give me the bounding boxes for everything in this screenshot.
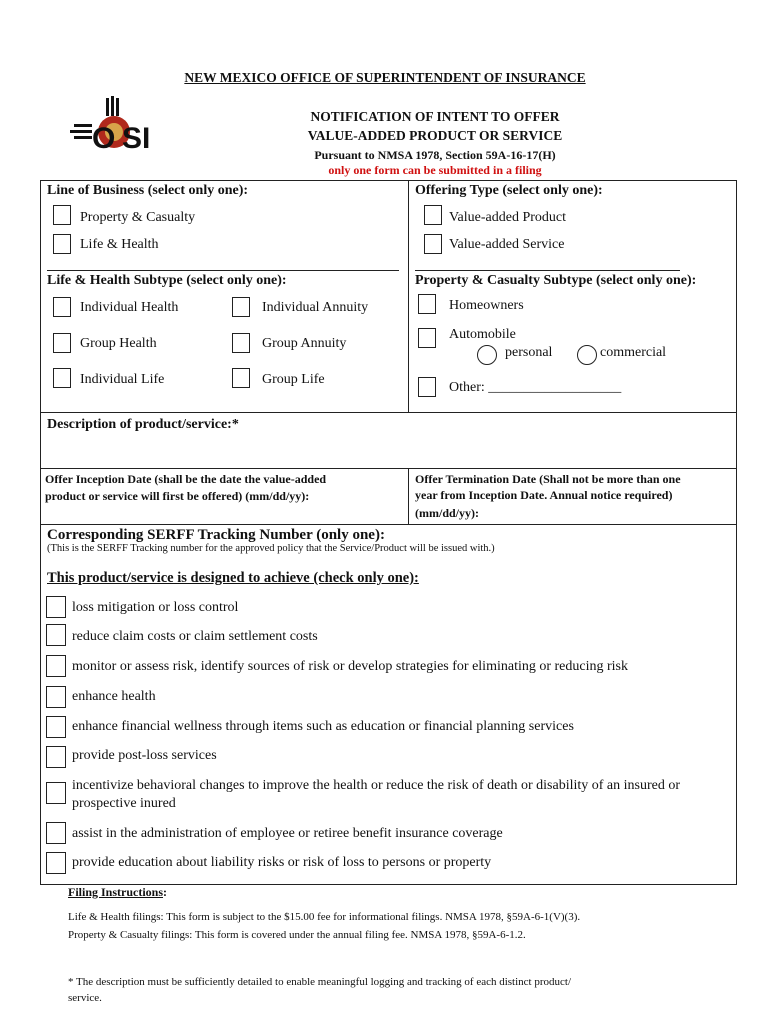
checkbox-purpose-2[interactable] bbox=[46, 624, 66, 646]
form-title-line2: VALUE-ADDED PRODUCT OR SERVICE bbox=[307, 128, 563, 143]
filing-instructions-label: Filing Instructions bbox=[68, 885, 164, 899]
divider bbox=[40, 524, 737, 525]
option-personal: personal bbox=[505, 345, 553, 360]
option-homeowners: Homeowners bbox=[449, 298, 524, 313]
checkbox-group-annuity[interactable] bbox=[232, 333, 250, 353]
option-automobile: Automobile bbox=[449, 327, 516, 342]
option-value-added-service: Value-added Service bbox=[449, 237, 565, 252]
inception-date-label-2: product or service will first be offered) (mm/dd/yy): bbox=[45, 489, 310, 503]
radio-personal[interactable] bbox=[477, 345, 497, 365]
checkbox-purpose-5[interactable] bbox=[46, 716, 66, 738]
svg-text:O: O bbox=[92, 122, 116, 155]
serff-label: Corresponding SERFF Tracking Number (only one): bbox=[47, 527, 385, 543]
option-life-health: Life & Health bbox=[80, 237, 159, 252]
purpose-option-3: monitor or assess risk, identify sources of risk or develop strategies for eliminating or reducing risk bbox=[72, 659, 628, 674]
option-individual-health: Individual Health bbox=[80, 300, 179, 315]
statute-ref: Pursuant to NMSA 1978, Section 59A-16-17(H) bbox=[314, 148, 556, 162]
checkbox-property-casualty[interactable] bbox=[53, 205, 71, 225]
offering-type-label: Offering Type (select only one): bbox=[415, 183, 603, 198]
purpose-option-7: incentivize behavioral changes to improve the health or reduce the risk of death or disability of an insured or bbox=[72, 778, 681, 793]
instructions-pc: Property & Casualty filings: This form is covered under the annual filing fee. NMSA 1978, §59A-6-1.2. bbox=[68, 929, 526, 941]
svg-text:SI: SI bbox=[122, 122, 151, 155]
option-group-annuity: Group Annuity bbox=[262, 336, 347, 351]
checkbox-individual-health[interactable] bbox=[53, 297, 71, 317]
termination-date-label-3: (mm/dd/yy): bbox=[415, 506, 479, 520]
inception-date-label-1: Offer Inception Date (shall be the date the value-added bbox=[45, 472, 327, 486]
checkbox-value-added-service[interactable] bbox=[424, 234, 442, 254]
osi-logo bbox=[70, 96, 162, 160]
filing-instructions-colon: : bbox=[163, 885, 168, 899]
divider bbox=[40, 468, 737, 469]
checkbox-automobile[interactable] bbox=[418, 328, 436, 348]
termination-date-label-2: year from Inception Date. Annual notice required) bbox=[415, 488, 673, 502]
option-group-life: Group Life bbox=[262, 372, 325, 387]
checkbox-value-added-product[interactable] bbox=[424, 205, 442, 225]
divider bbox=[415, 270, 680, 271]
checkbox-purpose-9[interactable] bbox=[46, 852, 66, 874]
purpose-option-1: loss mitigation or loss control bbox=[72, 600, 239, 615]
purpose-option-5: enhance financial wellness through items such as education or financial planning services bbox=[72, 719, 574, 734]
checkbox-purpose-8[interactable] bbox=[46, 822, 66, 844]
purpose-option-7-cont: prospective inured bbox=[72, 796, 176, 811]
purpose-label: This product/service is designed to achieve (check only one): bbox=[47, 570, 419, 586]
checkbox-purpose-6[interactable] bbox=[46, 746, 66, 768]
radio-commercial[interactable] bbox=[577, 345, 597, 365]
pc-subtype-label: Property & Casualty Subtype (select only one): bbox=[415, 273, 697, 288]
lh-subtype-label: Life & Health Subtype (select only one): bbox=[47, 273, 287, 288]
option-other[interactable]: Other: ___________________ bbox=[449, 380, 622, 395]
purpose-option-9: provide education about liability risks or risk of loss to persons or property bbox=[72, 855, 492, 870]
zia-sun-icon bbox=[70, 96, 162, 160]
line-of-business-label: Line of Business (select only one): bbox=[47, 183, 249, 198]
checkbox-purpose-1[interactable] bbox=[46, 596, 66, 618]
termination-date-label-1: Offer Termination Date (Shall not be more than one bbox=[415, 472, 681, 486]
serff-note: (This is the SERFF Tracking number for the approved policy that the Service/Product will be issued with.) bbox=[47, 543, 495, 554]
divider bbox=[40, 412, 737, 413]
divider bbox=[408, 180, 409, 412]
checkbox-other[interactable] bbox=[418, 377, 436, 397]
instructions-lh: Life & Health filings: This form is subject to the $15.00 fee for informational filings. NMSA 1978, §59A-6-1(V)(3). bbox=[68, 911, 581, 923]
purpose-option-4: enhance health bbox=[72, 689, 156, 704]
option-value-added-product: Value-added Product bbox=[449, 210, 567, 225]
option-property-casualty: Property & Casualty bbox=[80, 210, 196, 225]
footnote-line-1: * The description must be sufficiently detailed to enable meaningful logging and tracking of each distinct product/ bbox=[68, 976, 572, 988]
option-group-health: Group Health bbox=[80, 336, 157, 351]
checkbox-individual-annuity[interactable] bbox=[232, 297, 250, 317]
checkbox-purpose-7[interactable] bbox=[46, 782, 66, 804]
form-title-line1: NOTIFICATION OF INTENT TO OFFER bbox=[310, 109, 560, 124]
divider bbox=[47, 270, 399, 271]
checkbox-purpose-3[interactable] bbox=[46, 655, 66, 677]
description-label: Description of product/service:* bbox=[47, 417, 239, 432]
option-individual-annuity: Individual Annuity bbox=[262, 300, 369, 315]
office-title: NEW MEXICO OFFICE OF SUPERINTENDENT OF INSURANCE bbox=[184, 70, 586, 85]
checkbox-life-health[interactable] bbox=[53, 234, 71, 254]
checkbox-purpose-4[interactable] bbox=[46, 686, 66, 708]
checkbox-homeowners[interactable] bbox=[418, 294, 436, 314]
filing-warning: only one form can be submitted in a filing bbox=[328, 163, 542, 177]
option-commercial: commercial bbox=[600, 345, 667, 360]
purpose-option-8: assist in the administration of employee or retiree benefit insurance coverage bbox=[72, 826, 503, 841]
checkbox-group-health[interactable] bbox=[53, 333, 71, 353]
divider bbox=[408, 468, 409, 524]
footnote-line-2: service. bbox=[68, 992, 102, 1004]
checkbox-individual-life[interactable] bbox=[53, 368, 71, 388]
filing-instructions-heading bbox=[68, 885, 167, 900]
purpose-option-6: provide post-loss services bbox=[72, 748, 217, 763]
checkbox-group-life[interactable] bbox=[232, 368, 250, 388]
purpose-option-2: reduce claim costs or claim settlement costs bbox=[72, 629, 318, 644]
option-individual-life: Individual Life bbox=[80, 372, 165, 387]
